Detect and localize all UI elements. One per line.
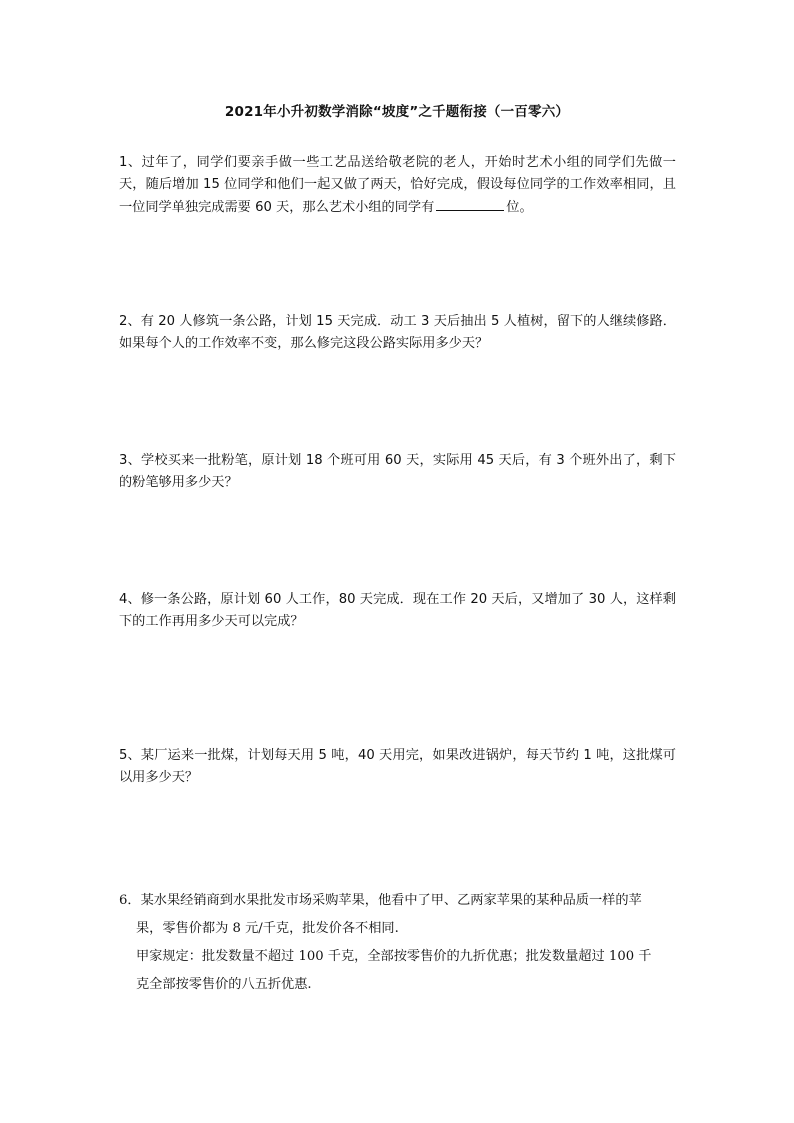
problem-5: 5、某厂运来一批煤，计划每天用 5 吨，40 天用完，如果改进锅炉，每天节约 1 吨，这批煤可以用多少天？ bbox=[119, 748, 676, 785]
problem-4: 4、修一条公路，原计划 60 人工作，80 天完成．现在工作 20 天后，又增加了 30 人，这样剩下的工作再用多少天可以完成？ bbox=[119, 592, 676, 629]
problem-6-line-4: 克全部按零售价的八五折优惠. bbox=[136, 977, 312, 992]
problem-6-line-3: 甲家规定：批发数量不超过 100 千克，全部按零售价的九折优惠；批发数量超过 100 千 bbox=[136, 949, 652, 964]
answer-blank[interactable] bbox=[436, 196, 504, 211]
problem-6-line-2: 果，零售价都为 8 元/千克，批发价各不相同. bbox=[136, 921, 399, 936]
problem-6 bbox=[119, 887, 679, 999]
problem-1-unit: 位。 bbox=[506, 200, 533, 215]
problem-3: 3、学校买来一批粉笔，原计划 18 个班可用 60 天，实际用 45 天后，有 3 个班外出了，剩下的粉笔够用多少天？ bbox=[119, 453, 676, 490]
problem-2: 2、有 20 人修筑一条公路，计划 15 天完成．动工 3 天后抽出 5 人植树，留下的人继续修路．如果每个人的工作效率不变，那么修完这段公路实际用多少天？ bbox=[119, 314, 676, 351]
problem-6-line-1: 6．某水果经销商到水果批发市场采购苹果，他看中了甲、乙两家苹果的某种品质一样的苹 bbox=[119, 893, 642, 908]
problem-1 bbox=[119, 152, 676, 219]
page-title: 2021年小升初数学消除“坡度”之千题衔接（一百零六） bbox=[224, 104, 570, 120]
problem-1-text: 1、过年了，同学们要亲手做一些工艺品送给敬老院的老人，开始时艺术小组的同学们先做一天，随后增加 15 位同学和他们一起又做了两天，恰好完成，假设每位同学的工作效率相同，且一位同学单独完成需要 60 天，那么艺术小组的同学有 bbox=[119, 155, 676, 215]
